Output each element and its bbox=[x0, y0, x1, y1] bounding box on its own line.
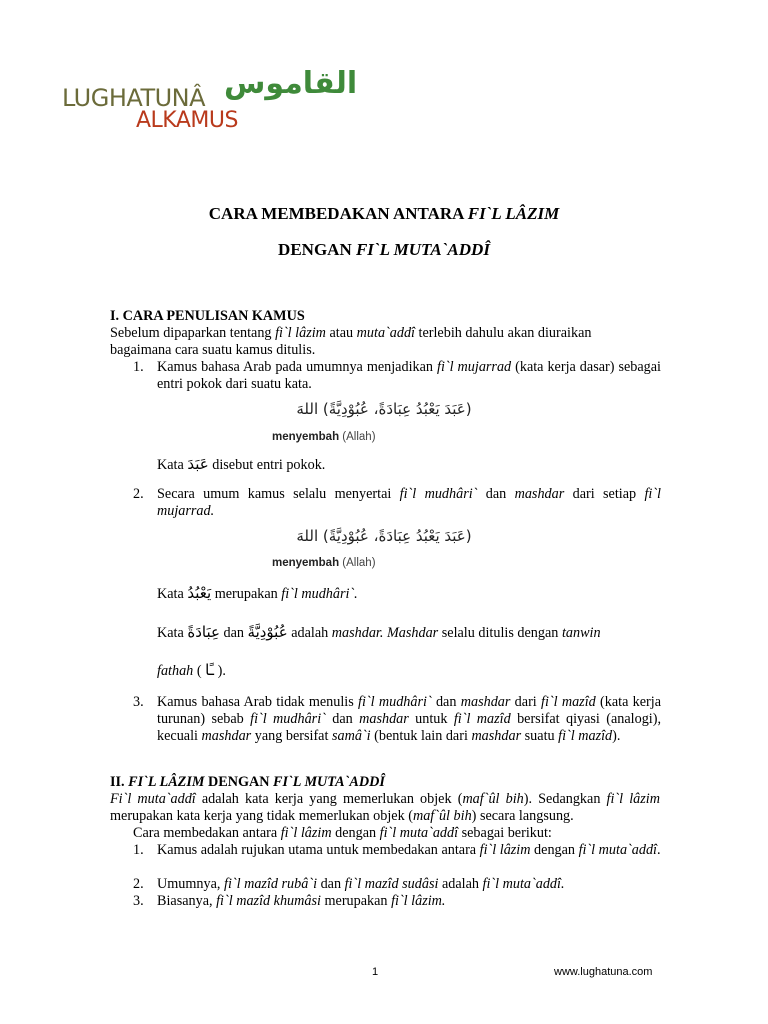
section2-intro: Cara membedakan antara fi`l lâzim dengan fi`l muta`addî sebagai berikut: bbox=[133, 825, 552, 841]
section2-heading: II. FI`L LÂZIM DENGAN FI`L MUTA`ADDÎ bbox=[110, 774, 385, 790]
section2-paragraph: Fi`l muta`addî adalah kata kerja yang memerlukan objek (maf`ûl bih). Sedangkan fi`l lâzim merupakan kata kerja yang tidak memerlukan objek (maf`ûl bih) secara langsung. bbox=[110, 791, 660, 824]
section1-heading: I. CARA PENULISAN KAMUS bbox=[110, 308, 305, 324]
document-title-line2: DENGAN FI`L MUTA`ADDÎ bbox=[278, 240, 490, 259]
dictionary-entry-meaning: menyembah (Allah) bbox=[272, 431, 376, 443]
list-item: 1. Kamus adalah rujukan utama untuk membedakan antara fi`l lâzim dengan fi`l muta`addî. bbox=[133, 842, 661, 858]
kata-mashdar: Kata عِبَادَةً dan عُبُوْدِيَّةً adalah mashdar. Mashdar selalu ditulis dengan tanwin bbox=[157, 623, 601, 641]
list-item: 3. Kamus bahasa Arab tidak menulis fi`l mudhâri` dan mashdar dari fi`l mazîd (kata kerja turunan) sebab fi`l mudhâri` dan mashdar untuk fi`l mazîd bersifat qiyasi (analogi), kecuali mashdar yang bersifat samâ`i (bentuk lain dari mashdar suatu fi`l mazîd). bbox=[133, 694, 662, 744]
dictionary-entry-arabic: (عَبَدَ يَعْبُدُ عِبَادَةً، عُبُوْدِيَّةً) اللهَ bbox=[296, 527, 472, 545]
footer-url-link[interactable]: www.lughatuna.com bbox=[554, 966, 653, 978]
site-logo bbox=[62, 66, 358, 136]
logo-alkamus-text: ALKAMUS bbox=[136, 108, 238, 133]
page-number: 1 bbox=[372, 966, 379, 978]
logo-arabic-text: القاموس bbox=[224, 66, 358, 101]
list-item: 1. Kamus bahasa Arab pada umumnya menjadikan fi`l mujarrad (kata kerja dasar) sebagai entri pokok dari suatu kata. bbox=[133, 359, 661, 392]
section1-intro: Sebelum dipaparkan tentang fi`l lâzim atau muta`addî terlebih dahulu akan diuraikan bagaimana cara suatu kamus ditulis. bbox=[110, 325, 592, 358]
kata-mudhari: Kata يَعْبُدُ merupakan fi`l mudhâri`. bbox=[157, 584, 358, 602]
fathah-line: fathah ( ـًا ). bbox=[157, 661, 226, 679]
dictionary-entry-arabic: (عَبَدَ يَعْبُدُ عِبَادَةً، عُبُوْدِيَّةً) اللهَ bbox=[296, 400, 472, 418]
list-item: 3. Biasanya, fi`l mazîd khumâsi merupakan fi`l lâzim. bbox=[133, 893, 446, 909]
document-title-line1: CARA MEMBEDAKAN ANTARA FI`L LÂZIM bbox=[208, 204, 560, 223]
kata-entri-pokok: Kata عَبَدَ disebut entri pokok. bbox=[157, 455, 326, 473]
list-item: 2. Umumnya, fi`l mazîd rubâ`i dan fi`l mazîd sudâsi adalah fi`l muta`addî. bbox=[133, 876, 565, 892]
logo-latin-text: LUGHATUNÂ bbox=[62, 84, 206, 112]
dictionary-entry-meaning: menyembah (Allah) bbox=[272, 557, 376, 569]
list-item: 2. Secara umum kamus selalu menyertai fi`l mudhâri` dan mashdar dari setiap fi`l mujarrad. bbox=[133, 486, 662, 519]
